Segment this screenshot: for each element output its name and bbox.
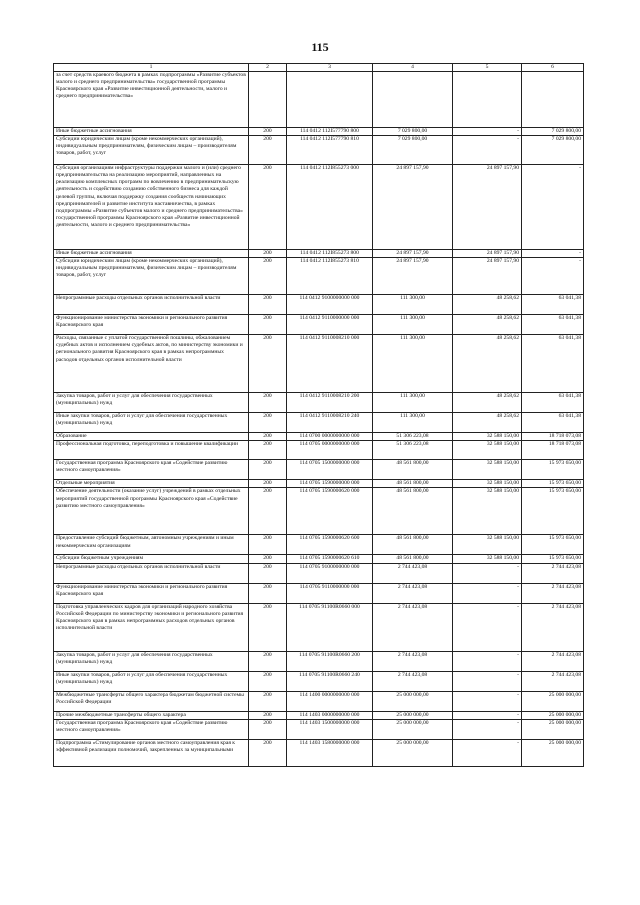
row-code xyxy=(249,72,287,128)
row-value-federal: - xyxy=(453,583,522,603)
row-code: 200 xyxy=(249,603,287,651)
row-value-total: 111 300,00 xyxy=(373,295,453,315)
row-name: Закупка товаров, работ и услуг для обеспечения государственных (муниципальных) нужд xyxy=(54,651,249,671)
row-code: 200 xyxy=(249,250,287,258)
row-value-total: 2 744 423,08 xyxy=(373,651,453,671)
row-value-regional xyxy=(522,72,584,128)
row-value-total: 2 744 423,08 xyxy=(373,671,453,691)
budget-table xyxy=(53,63,584,767)
row-kbk: 114 0705 1500000000 000 xyxy=(287,460,373,480)
row-value-regional: 15 973 650,00 xyxy=(522,555,584,563)
row-code: 200 xyxy=(249,315,287,335)
row-code: 200 xyxy=(249,165,287,250)
row-value-total: 48 561 800,00 xyxy=(373,535,453,555)
row-value-federal: 48 258,62 xyxy=(453,295,522,315)
row-value-total: 25 000 000,00 xyxy=(373,691,453,711)
row-value-federal: 32 588 150,00 xyxy=(453,441,522,460)
row-name: Иные бюджетные ассигнования xyxy=(54,128,249,136)
row-code: 200 xyxy=(249,441,287,460)
table-row xyxy=(54,460,584,480)
row-code: 200 xyxy=(249,413,287,433)
row-value-total: 111 300,00 xyxy=(373,335,453,393)
table-row xyxy=(54,315,584,335)
row-code: 200 xyxy=(249,480,287,488)
table-row xyxy=(54,413,584,433)
row-code: 200 xyxy=(249,136,287,165)
row-kbk: 114 1400 0000000000 000 xyxy=(287,691,373,711)
row-value-regional: 7 029 800,00 xyxy=(522,136,584,165)
row-value-regional: 63 041,38 xyxy=(522,335,584,393)
table-row xyxy=(54,136,584,165)
row-value-regional: 25 000 000,00 xyxy=(522,691,584,711)
row-kbk: 114 0412 9110008210 200 xyxy=(287,393,373,413)
row-value-federal: 24 897 157,90 xyxy=(453,165,522,250)
row-code: 200 xyxy=(249,335,287,393)
header-col-3: 3 xyxy=(287,64,373,72)
row-code: 200 xyxy=(249,583,287,603)
row-value-federal: 48 258,62 xyxy=(453,393,522,413)
row-value-federal: 32 588 150,00 xyxy=(453,488,522,535)
row-name: Непрограммные расходы отдельных органов исполнительной власти xyxy=(54,295,249,315)
row-value-total: 7 029 800,00 xyxy=(373,136,453,165)
row-kbk: 114 0412 112I855273 810 xyxy=(287,258,373,295)
row-name: Иные бюджетные ассигнования xyxy=(54,250,249,258)
row-value-federal: - xyxy=(453,691,522,711)
row-value-total: 48 561 800,00 xyxy=(373,555,453,563)
row-value-federal: - xyxy=(453,603,522,651)
row-value-federal: 24 897 157,90 xyxy=(453,258,522,295)
row-kbk: 114 0412 112I577790 810 xyxy=(287,136,373,165)
row-value-regional: 7 029 800,00 xyxy=(522,128,584,136)
table-row xyxy=(54,128,584,136)
row-name: Профессиональная подготовка, переподготовка и повышение квалификации xyxy=(54,441,249,460)
row-value-federal: - xyxy=(453,671,522,691)
row-value-total: 51 306 223,08 xyxy=(373,433,453,441)
row-name: Закупка товаров, работ и услуг для обеспечения государственных (муниципальных) нужд xyxy=(54,393,249,413)
row-value-regional: 15 973 650,00 xyxy=(522,488,584,535)
row-kbk: 114 1403 1500000000 000 xyxy=(287,719,373,739)
row-code: 200 xyxy=(249,671,287,691)
row-name: Подпрограмма «Стимулирование органов местного самоуправления края к эффективной реализации полномочий, закрепленных за муниципальными xyxy=(54,739,249,766)
row-value-total: 24 897 157,90 xyxy=(373,250,453,258)
row-value-federal: 32 588 150,00 xyxy=(453,535,522,555)
row-kbk: 114 0705 1590000620 610 xyxy=(287,555,373,563)
table-row xyxy=(54,72,584,128)
row-name: за счет средств краевого бюджета в рамках подпрограммы «Развитие субъектов малого и среднего предпринимательства» государственной программы Красноярского края «Развитие инвестиционной деятельности, малого и среднего предпринимательства» xyxy=(54,72,249,128)
row-value-federal xyxy=(453,72,522,128)
table-row xyxy=(54,488,584,535)
table-row xyxy=(54,433,584,441)
row-name: Субсидии бюджетным учреждениям xyxy=(54,555,249,563)
row-value-total: 7 029 800,00 xyxy=(373,128,453,136)
row-code: 200 xyxy=(249,433,287,441)
row-name: Подготовка управленческих кадров для организаций народного хозяйства Российской Федерации по министерству экономики и регионального развития Красноярского края в рамках непрограммных расходов отдельных органов исполнительной власти xyxy=(54,603,249,651)
row-value-federal: - xyxy=(453,711,522,719)
row-value-regional: 2 744 423,08 xyxy=(522,583,584,603)
row-value-federal: - xyxy=(453,128,522,136)
row-value-regional: 2 744 423,08 xyxy=(522,563,584,583)
row-value-regional: 63 041,38 xyxy=(522,393,584,413)
table-row xyxy=(54,739,584,766)
row-name: Государственная программа Красноярского края «Содействие развитию местного самоуправления» xyxy=(54,460,249,480)
row-code: 200 xyxy=(249,711,287,719)
row-code: 200 xyxy=(249,460,287,480)
table-row xyxy=(54,555,584,563)
row-name: Государственная программа Красноярского края «Содействие развитию местного самоуправления» xyxy=(54,719,249,739)
row-value-regional: 18 718 073,08 xyxy=(522,433,584,441)
table-row xyxy=(54,295,584,315)
row-value-total: 2 744 423,08 xyxy=(373,583,453,603)
row-value-regional: - xyxy=(522,165,584,250)
row-kbk: 114 0705 9110000000 000 xyxy=(287,583,373,603)
row-value-federal: 32 588 150,00 xyxy=(453,460,522,480)
row-value-federal: 24 897 157,90 xyxy=(453,250,522,258)
row-code: 200 xyxy=(249,258,287,295)
table-row xyxy=(54,250,584,258)
row-value-regional: 2 744 423,08 xyxy=(522,671,584,691)
row-kbk: 114 0705 0000000000 000 xyxy=(287,441,373,460)
row-kbk: 114 0412 9110008210 000 xyxy=(287,335,373,393)
row-code: 200 xyxy=(249,719,287,739)
row-kbk: 114 0412 9100000000 000 xyxy=(287,295,373,315)
row-name: Функционирование министерства экономики и регионального развития Красноярского края xyxy=(54,583,249,603)
row-value-federal: - xyxy=(453,651,522,671)
row-value-total: 51 306 223,08 xyxy=(373,441,453,460)
row-name: Функционирование министерства экономики и регионального развития Красноярского края xyxy=(54,315,249,335)
table-row xyxy=(54,480,584,488)
row-name: Иные закупки товаров, работ и услуг для обеспечения государственных (муниципальных) нужд xyxy=(54,671,249,691)
row-name: Иные закупки товаров, работ и услуг для обеспечения государственных (муниципальных) нужд xyxy=(54,413,249,433)
row-value-regional: 15 973 650,00 xyxy=(522,480,584,488)
table-row xyxy=(54,691,584,711)
row-code: 200 xyxy=(249,739,287,766)
row-kbk: 114 0705 91100R0660 000 xyxy=(287,603,373,651)
row-kbk: 114 0412 9110008210 240 xyxy=(287,413,373,433)
row-value-total: 48 561 800,00 xyxy=(373,480,453,488)
row-code: 200 xyxy=(249,535,287,555)
row-value-total xyxy=(373,72,453,128)
row-kbk: 114 1403 1580000000 000 xyxy=(287,739,373,766)
row-value-total: 111 300,00 xyxy=(373,393,453,413)
row-name: Расходы, связанные с уплатой государственной пошлины, обжалованием судебных актов и исполнением судебных актов, по министерству экономики и регионального развития Красноярского края в рамках непрограммных расходов отдельных органов исполнительной власти xyxy=(54,335,249,393)
row-value-federal: - xyxy=(453,136,522,165)
table-row xyxy=(54,563,584,583)
row-value-total: 2 744 423,08 xyxy=(373,563,453,583)
table-row xyxy=(54,258,584,295)
row-name: Образование xyxy=(54,433,249,441)
row-kbk: 114 0705 1590000620 000 xyxy=(287,488,373,535)
row-value-federal: - xyxy=(453,563,522,583)
row-name: Субсидии юридическим лицам (кроме некоммерческих организаций), индивидуальным предпринимателям, физическим лицам – производителям товаров, работ, услуг xyxy=(54,136,249,165)
row-value-regional: 15 973 650,00 xyxy=(522,460,584,480)
row-value-total: 111 300,00 xyxy=(373,413,453,433)
row-kbk: 114 0412 112I855273 000 xyxy=(287,165,373,250)
row-value-regional: 25 000 000,00 xyxy=(522,739,584,766)
row-code: 200 xyxy=(249,563,287,583)
row-value-regional: 25 000 000,00 xyxy=(522,711,584,719)
row-value-regional: 25 000 000,00 xyxy=(522,719,584,739)
row-code: 200 xyxy=(249,393,287,413)
row-value-total: 25 000 000,00 xyxy=(373,711,453,719)
row-code: 200 xyxy=(249,488,287,535)
row-kbk: 114 0412 112I855273 800 xyxy=(287,250,373,258)
page-number: 115 xyxy=(311,40,329,54)
row-value-regional: 18 718 073,08 xyxy=(522,441,584,460)
header-col-1: 1 xyxy=(54,64,249,72)
table-row xyxy=(54,393,584,413)
row-name: Межбюджетные трансферты общего характера бюджетам бюджетной системы Российской Федерации xyxy=(54,691,249,711)
row-name: Обеспечение деятельности (оказание услуг) учреждений в рамках отдельных мероприятий государственной программы Красноярского края «Содействие развитию местного самоуправления» xyxy=(54,488,249,535)
row-name: Предоставление субсидий бюджетным, автономным учреждениям и иным некоммерческим организациям xyxy=(54,535,249,555)
row-value-regional: - xyxy=(522,258,584,295)
row-kbk: 114 0700 0000000000 000 xyxy=(287,433,373,441)
row-kbk xyxy=(287,72,373,128)
row-value-regional: - xyxy=(522,250,584,258)
row-value-total: 2 744 423,08 xyxy=(373,603,453,651)
table-row xyxy=(54,335,584,393)
row-value-regional: 63 041,38 xyxy=(522,315,584,335)
row-kbk: 114 0412 112I577790 800 xyxy=(287,128,373,136)
row-value-regional: 2 744 423,08 xyxy=(522,651,584,671)
row-value-regional: 63 041,38 xyxy=(522,295,584,315)
row-name: Субсидия организациям инфраструктуры поддержки малого и (или) среднего предпринимательства на реализацию мероприятий, направленных на реализацию комплексных программ по вовлечению в предпринимательскую деятельность и содействию созданию собственного бизнеса для каждой целевой группы, включая поддержку создания сообществ начинающих предпринимателей и развитие института наставничества, в рамках подпрограммы «Развитие субъектов малого и среднего предпринимательства» государственной программы Красноярского края «Развитие инвестиционной деятельности, малого и среднего предпринимательства» xyxy=(54,165,249,250)
row-value-federal: 32 588 150,00 xyxy=(453,555,522,563)
row-value-federal: - xyxy=(453,739,522,766)
row-value-federal: - xyxy=(453,719,522,739)
table-row xyxy=(54,603,584,651)
header-col-5: 5 xyxy=(453,64,522,72)
row-code: 200 xyxy=(249,651,287,671)
row-value-total: 25 000 000,00 xyxy=(373,739,453,766)
header-col-4: 4 xyxy=(373,64,453,72)
table-row xyxy=(54,671,584,691)
row-value-total: 48 561 800,00 xyxy=(373,488,453,535)
row-value-federal: 48 258,62 xyxy=(453,413,522,433)
table-row xyxy=(54,441,584,460)
row-name: Прочие межбюджетные трансферты общего характера xyxy=(54,711,249,719)
table-row xyxy=(54,711,584,719)
table-row xyxy=(54,535,584,555)
row-code: 200 xyxy=(249,128,287,136)
row-kbk: 114 0705 91100R0660 240 xyxy=(287,671,373,691)
row-value-federal: 48 258,62 xyxy=(453,335,522,393)
row-kbk: 114 0705 91100R0660 200 xyxy=(287,651,373,671)
row-value-federal: 32 588 150,00 xyxy=(453,480,522,488)
header-col-6: 6 xyxy=(522,64,584,72)
row-value-total: 48 561 800,00 xyxy=(373,460,453,480)
row-kbk: 114 0705 9100000000 000 xyxy=(287,563,373,583)
row-value-total: 24 897 157,90 xyxy=(373,258,453,295)
row-code: 200 xyxy=(249,691,287,711)
table-row xyxy=(54,651,584,671)
row-name: Отдельные мероприятия xyxy=(54,480,249,488)
row-value-federal: 32 588 150,00 xyxy=(453,433,522,441)
header-col-2: 2 xyxy=(249,64,287,72)
table-row xyxy=(54,583,584,603)
row-value-federal: 48 258,62 xyxy=(453,315,522,335)
row-value-total: 24 897 157,90 xyxy=(373,165,453,250)
row-value-regional: 15 973 650,00 xyxy=(522,535,584,555)
row-code: 200 xyxy=(249,295,287,315)
row-value-regional: 63 041,38 xyxy=(522,413,584,433)
row-value-total: 111 300,00 xyxy=(373,315,453,335)
row-value-regional: 2 744 423,08 xyxy=(522,603,584,651)
row-name: Субсидии юридическим лицам (кроме некоммерческих организаций), индивидуальным предпринимателям, физическим лицам – производителям товаров, работ, услуг xyxy=(54,258,249,295)
row-kbk: 114 0705 1590000000 000 xyxy=(287,480,373,488)
row-value-total: 25 000 000,00 xyxy=(373,719,453,739)
table-row xyxy=(54,165,584,250)
row-kbk: 114 0705 1590000620 600 xyxy=(287,535,373,555)
row-code: 200 xyxy=(249,555,287,563)
table-row xyxy=(54,719,584,739)
row-kbk: 114 1403 0000000000 000 xyxy=(287,711,373,719)
row-name: Непрограммные расходы отдельных органов исполнительной власти xyxy=(54,563,249,583)
table-header-row xyxy=(54,64,584,72)
row-kbk: 114 0412 9110000000 000 xyxy=(287,315,373,335)
